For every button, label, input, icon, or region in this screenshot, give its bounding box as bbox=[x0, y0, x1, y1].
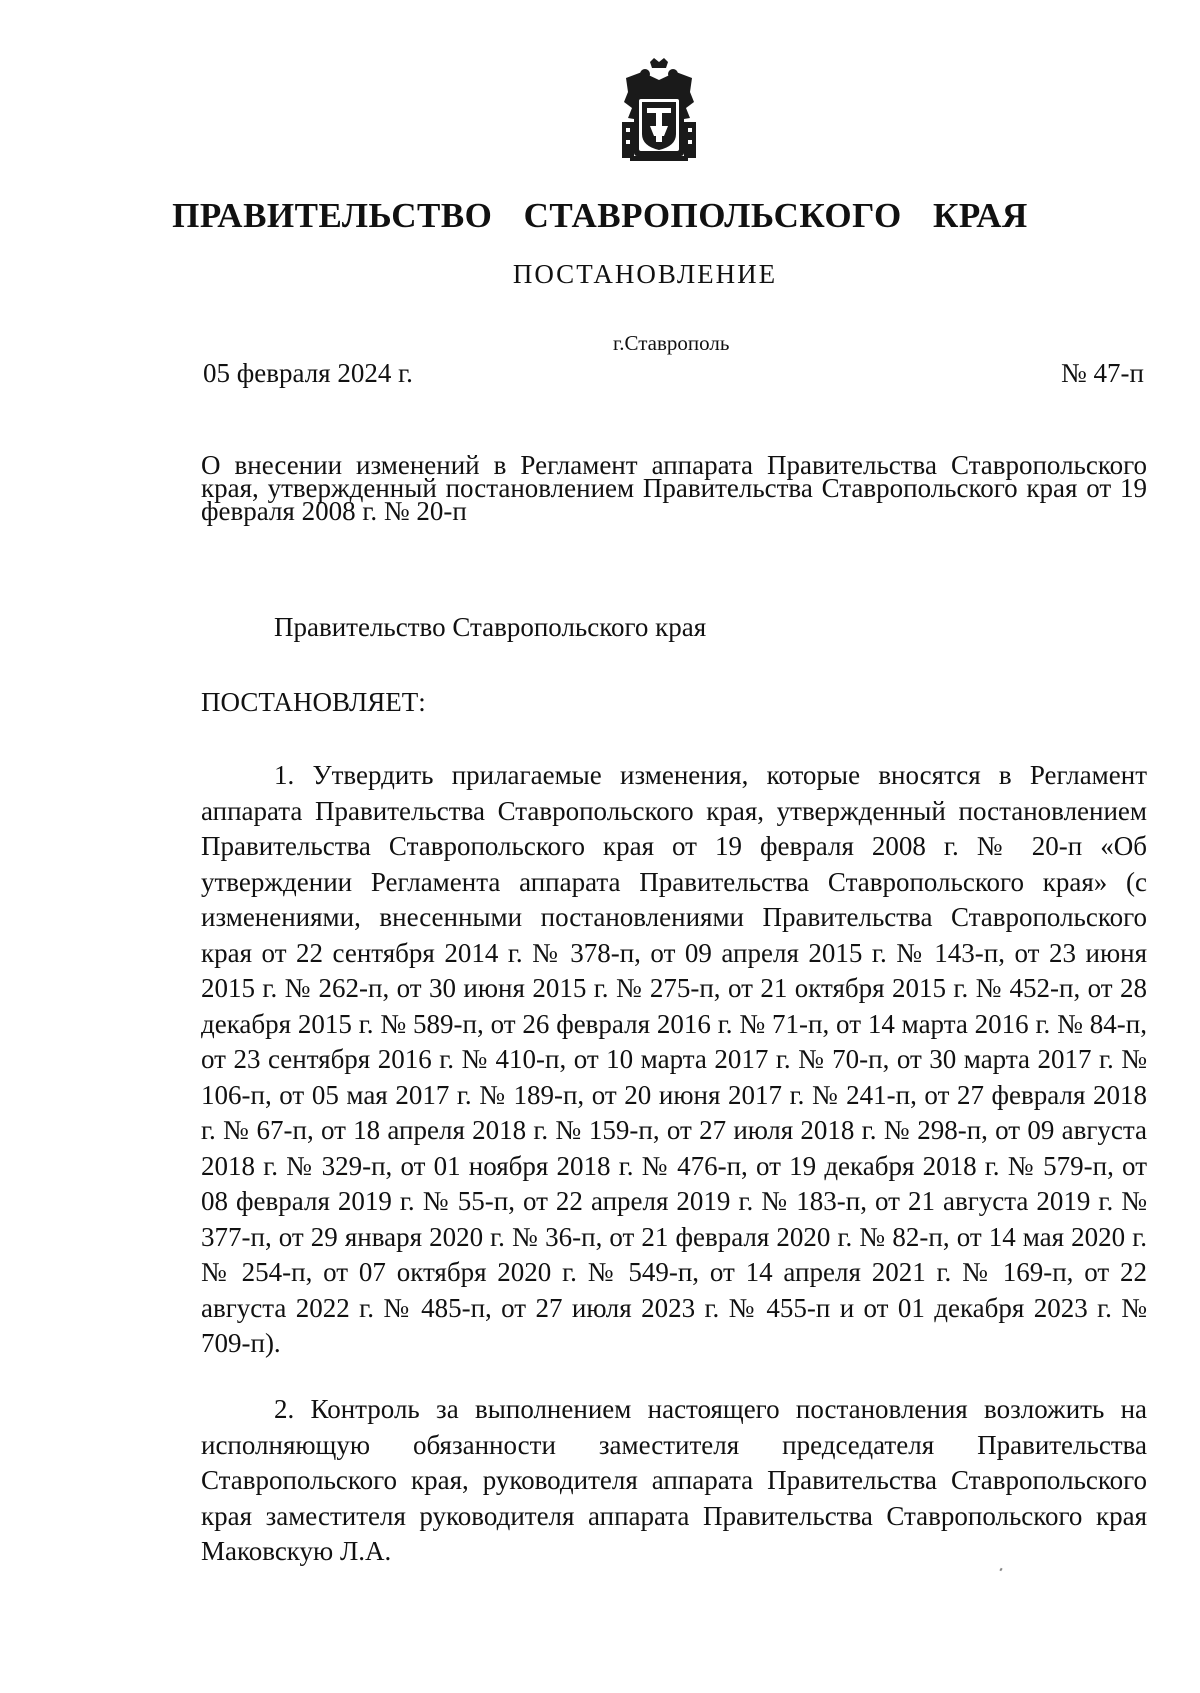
city-name: г.Ставрополь bbox=[613, 331, 730, 355]
document-type: ПОСТАНОВЛЕНИЕ bbox=[512, 259, 778, 289]
document-subject: О внесении изменений в Регламент аппарата Правительства Ставропольского края, утвержденный постановлением Правительства Ставропольского края от 19 февраля 2008 г. № 20-п bbox=[201, 450, 1147, 526]
paragraph-2: 2. Контроль за выполнением настоящего постановления возложить на исполняющую обязанности заместителя председателя Правительства Ставропольского края, руководителя аппарата Правительства Ставропольского края заместителя руководителя аппарата Правительства Ставропольского края Маковскую Л.А. bbox=[201, 1394, 1147, 1566]
preamble-text: Правительство Ставропольского края bbox=[274, 612, 707, 642]
coat-of-arms-icon bbox=[620, 58, 698, 162]
paragraph-1: 1. Утвердить прилагаемые изменения, которые вносятся в Регламент аппарата Правительства Ставропольского края, утвержденный постановлением Правительства Ставропольского края от 19 февраля 2008 г. № 20-п «Об утверждении Регламента аппарата Правительства Ставропольского края» (с изменениями, внесенными постановлениями Правительства Ставропольского края от 22 сентября 2014 г. № 378-п, от 09 апреля 2015 г. № 143-п, от 23 июня 2015 г. № 262-п, от 30 июня 2015 г. № 275-п, от 21 октября 2015 г. № 452-п, от 28 декабря 2015 г. № 589-п, от 26 февраля 2016 г. № 71-п, от 14 марта 2016 г. № 84-п, от 23 сентября 2016 г. № 410-п, от 10 марта 2017 г. № 70-п, от 30 марта 2017 г. № 106-п, от 05 мая 2017 г. № 189-п, от 20 июня 2017 г. № 241-п, от 27 февраля 2018 г. № 67-п, от 18 апреля 2018 г. № 159-п, от 27 июля 2018 г. № 298-п, от 09 августа 2018 г. № 329-п, от 01 ноября 2018 г. № 476-п, от 19 декабря 2018 г. № 579-п, от 08 февраля 2019 г. № 55-п, от 22 апреля 2019 г. № 183-п, от 21 августа 2019 г. № 377-п, от 29 января 2020 г. № 36-п, от 21 февраля 2020 г. № 82-п, от 14 мая 2020 г. № 254-п, от 07 октября 2020 г. № 549-п, от 14 апреля 2021 г. № 169-п, от 22 августа 2022 г. № 485-п, от 27 июля 2023 г. № 455-п и от 01 декабря 2023 г. № 709-п). bbox=[201, 760, 1147, 1358]
document-date: 05 февраля 2024 г. bbox=[203, 358, 413, 388]
organization-title: ПРАВИТЕЛЬСТВО СТАВРОПОЛЬСКОГО КРАЯ bbox=[172, 196, 1028, 235]
document-number: № 47-п bbox=[1061, 358, 1144, 388]
decree-word: ПОСТАНОВЛЯЕТ: bbox=[201, 687, 426, 717]
scan-speck bbox=[999, 1568, 1002, 1572]
